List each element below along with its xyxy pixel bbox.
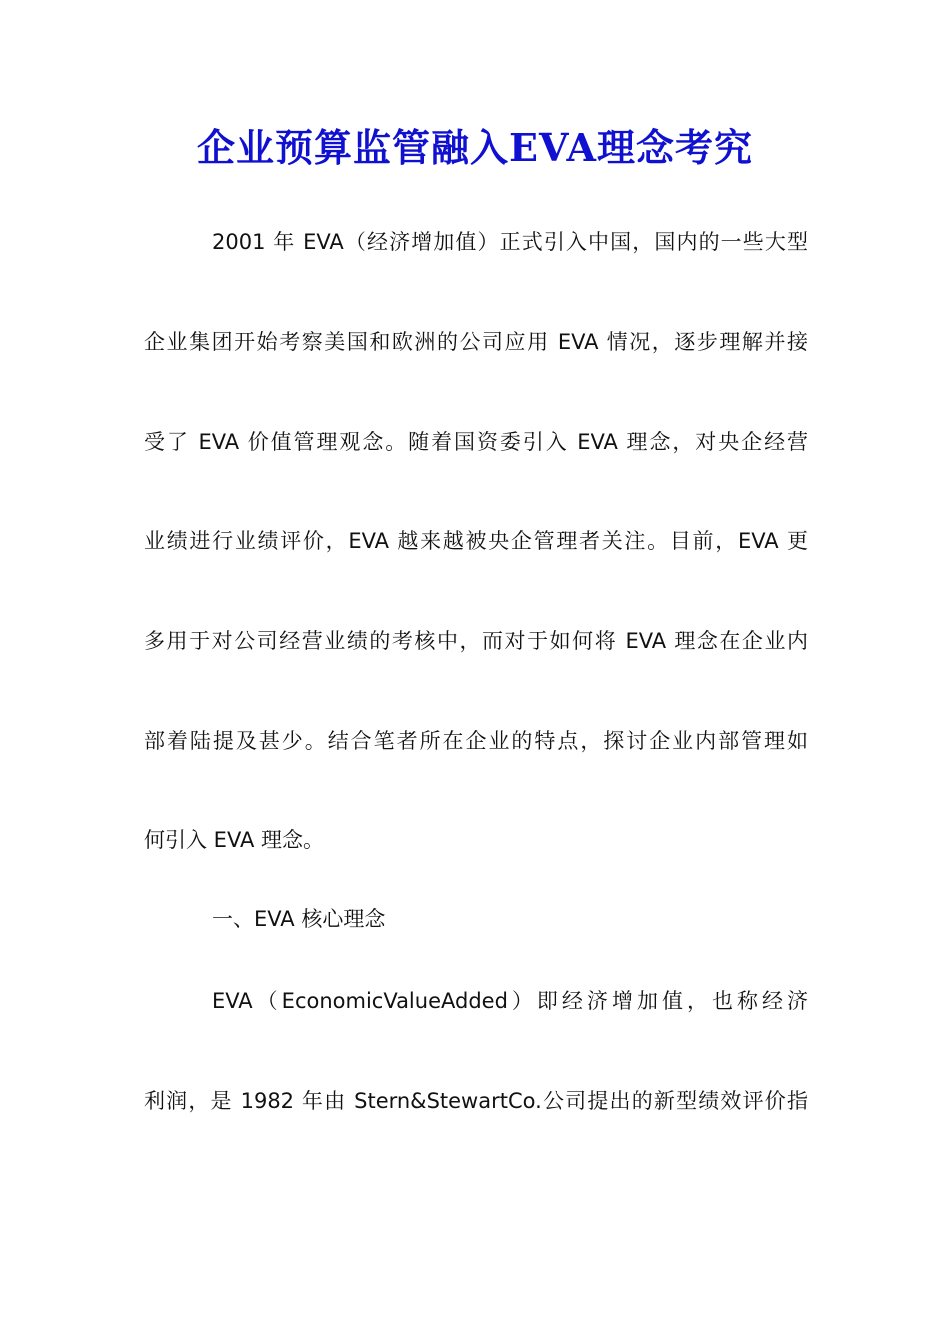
paragraph-line: 2001 年 EVA（经济增加值）正式引入中国，国内的一些大型 bbox=[212, 230, 808, 254]
document-title: 企业预算监管融入EVA理念考究 bbox=[197, 125, 753, 170]
paragraph-line: 受了 EVA 价值管理观念。随着国资委引入 EVA 理念，对央企经营 bbox=[144, 430, 808, 454]
paragraph-line: 何引入 EVA 理念。 bbox=[144, 828, 325, 852]
paragraph-line: 业绩进行业绩评价，EVA 越来越被央企管理者关注。目前，EVA 更 bbox=[144, 529, 808, 553]
paragraph-line: EVA（EconomicValueAdded）即经济增加值，也称经济 bbox=[212, 989, 808, 1013]
paragraph-line: 企业集团开始考察美国和欧洲的公司应用 EVA 情况，逐步理解并接 bbox=[144, 330, 808, 354]
section-heading: 一、EVA 核心理念 bbox=[212, 907, 386, 931]
paragraph-line: 多用于对公司经营业绩的考核中，而对于如何将 EVA 理念在企业内 bbox=[144, 629, 808, 653]
paragraph-line: 部着陆提及甚少。结合笔者所在企业的特点，探讨企业内部管理如 bbox=[144, 729, 808, 753]
paragraph-line: 利润，是 1982 年由 Stern&StewartCo.公司提出的新型绩效评价指 bbox=[144, 1089, 808, 1113]
